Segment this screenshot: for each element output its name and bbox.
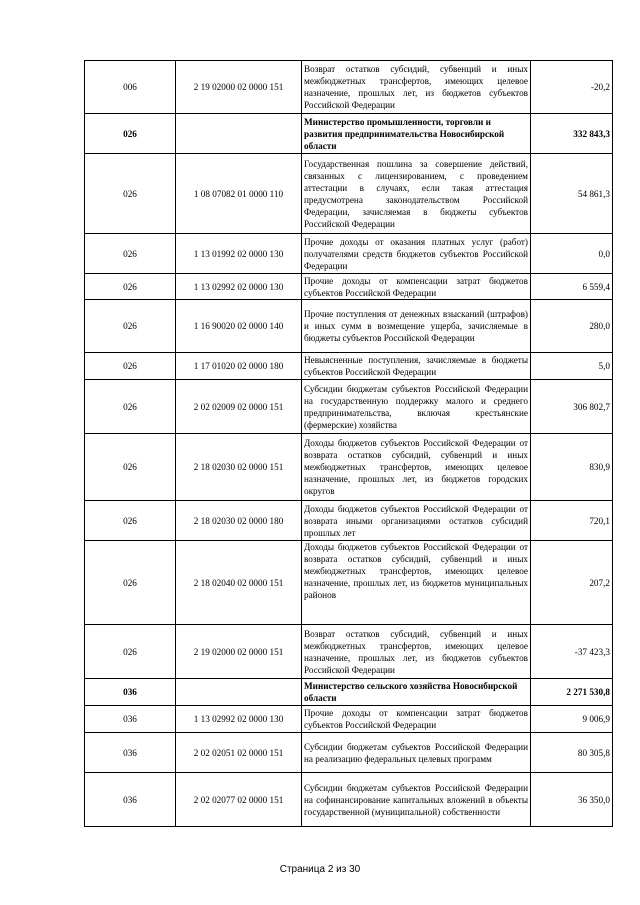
admin-code: 026 xyxy=(85,114,176,154)
table-row xyxy=(85,501,613,541)
revenue-name: Доходы бюджетов субъектов Российской Федерации от возврата остатков субсидий, субвенций и иных межбюджетных трансфертов, имеющих целевое назначение, прошлых лет, из бюджетов муниципальных районов xyxy=(302,541,531,625)
amount: 306 802,7 xyxy=(531,380,613,434)
revenue-name: Прочие доходы от компенсации затрат бюджетов субъектов Российской Федерации xyxy=(302,274,531,300)
amount: 54 861,3 xyxy=(531,154,613,234)
admin-code: 026 xyxy=(85,234,176,274)
budget-classification-code: 2 18 02030 02 0000 180 xyxy=(176,501,302,541)
table-row xyxy=(85,300,613,353)
revenue-name: Возврат остатков субсидий, субвенций и иных межбюджетных трансфертов, имеющих целевое назначение, прошлых лет, из бюджетов субъектов Российской Федерации xyxy=(302,61,531,114)
table-row xyxy=(85,274,613,300)
admin-code: 026 xyxy=(85,501,176,541)
amount: 207,2 xyxy=(531,541,613,625)
admin-code: 006 xyxy=(85,61,176,114)
budget-classification-code: 2 02 02051 02 0000 151 xyxy=(176,733,302,773)
table-row xyxy=(85,380,613,434)
table-row xyxy=(85,706,613,733)
amount: 36 350,0 xyxy=(531,773,613,827)
revenue-table xyxy=(84,60,613,827)
admin-code: 026 xyxy=(85,541,176,625)
revenue-name: Прочие доходы от оказания платных услуг (работ) получателями средств бюджетов субъектов Российской Федерации xyxy=(302,234,531,274)
revenue-name: Государственная пошлина за совершение действий, связанных с лицензированием, с проведением аттестации в случаях, если такая аттестация предусмотрена законодательством Российской Федерации, зачисляемая в бюджеты субъектов Российской Федерации xyxy=(302,154,531,234)
admin-code: 026 xyxy=(85,154,176,234)
table-row xyxy=(85,773,613,827)
revenue-name: Доходы бюджетов субъектов Российской Федерации от возврата иными организациями остатков субсидий прошлых лет xyxy=(302,501,531,541)
admin-code: 036 xyxy=(85,773,176,827)
table-row xyxy=(85,154,613,234)
admin-code: 036 xyxy=(85,679,176,706)
revenue-name: Субсидии бюджетам субъектов Российской Федерации на софинансирование капитальных вложений в объекты государственной (муниципальной) собственности xyxy=(302,773,531,827)
ministry-total: 332 843,3 xyxy=(531,114,613,154)
ministry-total: 2 271 530,8 xyxy=(531,679,613,706)
budget-classification-code: 1 13 02992 02 0000 130 xyxy=(176,274,302,300)
ministry-header-row xyxy=(85,114,613,154)
table-row xyxy=(85,61,613,114)
table-row xyxy=(85,353,613,380)
admin-code: 026 xyxy=(85,300,176,353)
budget-classification-code: 1 13 02992 02 0000 130 xyxy=(176,706,302,733)
budget-classification-code: 2 19 02000 02 0000 151 xyxy=(176,61,302,114)
budget-classification-code: 2 02 02077 02 0000 151 xyxy=(176,773,302,827)
amount: 830,9 xyxy=(531,434,613,501)
admin-code: 036 xyxy=(85,733,176,773)
budget-classification-code: 2 18 02040 02 0000 151 xyxy=(176,541,302,625)
budget-classification-code: 1 08 07082 01 0000 110 xyxy=(176,154,302,234)
budget-classification-code xyxy=(176,679,302,706)
amount: 720,1 xyxy=(531,501,613,541)
amount: 5,0 xyxy=(531,353,613,380)
budget-classification-code: 2 02 02009 02 0000 151 xyxy=(176,380,302,434)
admin-code: 036 xyxy=(85,706,176,733)
ministry-header-row xyxy=(85,679,613,706)
table-row xyxy=(85,541,613,625)
revenue-name: Прочие поступления от денежных взысканий (штрафов) и иных сумм в возмещение ущерба, зачисляемые в бюджеты субъектов Российской Федерации xyxy=(302,300,531,353)
admin-code: 026 xyxy=(85,380,176,434)
revenue-name: Доходы бюджетов субъектов Российской Федерации от возврата остатков субсидий, субвенций и иных межбюджетных трансфертов, имеющих целевое назначение, прошлых лет, из бюджетов городских округов xyxy=(302,434,531,501)
ministry-name: Министерство промышленности, торговли и развития предпринимательства Новосибирской области xyxy=(302,114,531,154)
table-row xyxy=(85,625,613,679)
revenue-name: Субсидии бюджетам субъектов Российской Федерации на реализацию федеральных целевых программ xyxy=(302,733,531,773)
amount: 280,0 xyxy=(531,300,613,353)
amount: -37 423,3 xyxy=(531,625,613,679)
budget-classification-code xyxy=(176,114,302,154)
amount: 9 006,9 xyxy=(531,706,613,733)
revenue-name: Прочие доходы от компенсации затрат бюджетов субъектов Российской Федерации xyxy=(302,706,531,733)
amount: -20,2 xyxy=(531,61,613,114)
table-row xyxy=(85,434,613,501)
admin-code: 026 xyxy=(85,353,176,380)
budget-classification-code: 2 19 02000 02 0000 151 xyxy=(176,625,302,679)
budget-classification-code: 1 16 90020 02 0000 140 xyxy=(176,300,302,353)
budget-classification-code: 1 17 01020 02 0000 180 xyxy=(176,353,302,380)
revenue-name: Субсидии бюджетам субъектов Российской Федерации на государственную поддержку малого и среднего предпринимательства, включая крестьянские (фермерские) хозяйства xyxy=(302,380,531,434)
budget-classification-code: 1 13 01992 02 0000 130 xyxy=(176,234,302,274)
admin-code: 026 xyxy=(85,625,176,679)
table-row xyxy=(85,733,613,773)
page-number: Страница 2 из 30 xyxy=(279,864,361,875)
admin-code: 026 xyxy=(85,274,176,300)
amount: 0,0 xyxy=(531,234,613,274)
amount: 80 305,8 xyxy=(531,733,613,773)
revenue-name: Возврат остатков субсидий, субвенций и иных межбюджетных трансфертов, имеющих целевое назначение, прошлых лет, из бюджетов субъектов Российской Федерации xyxy=(302,625,531,679)
admin-code: 026 xyxy=(85,434,176,501)
budget-classification-code: 2 18 02030 02 0000 151 xyxy=(176,434,302,501)
amount: 6 559,4 xyxy=(531,274,613,300)
ministry-name: Министерство сельского хозяйства Новосибирской области xyxy=(302,679,531,706)
revenue-name: Невыясненные поступления, зачисляемые в бюджеты субъектов Российской Федерации xyxy=(302,353,531,380)
table-row xyxy=(85,234,613,274)
